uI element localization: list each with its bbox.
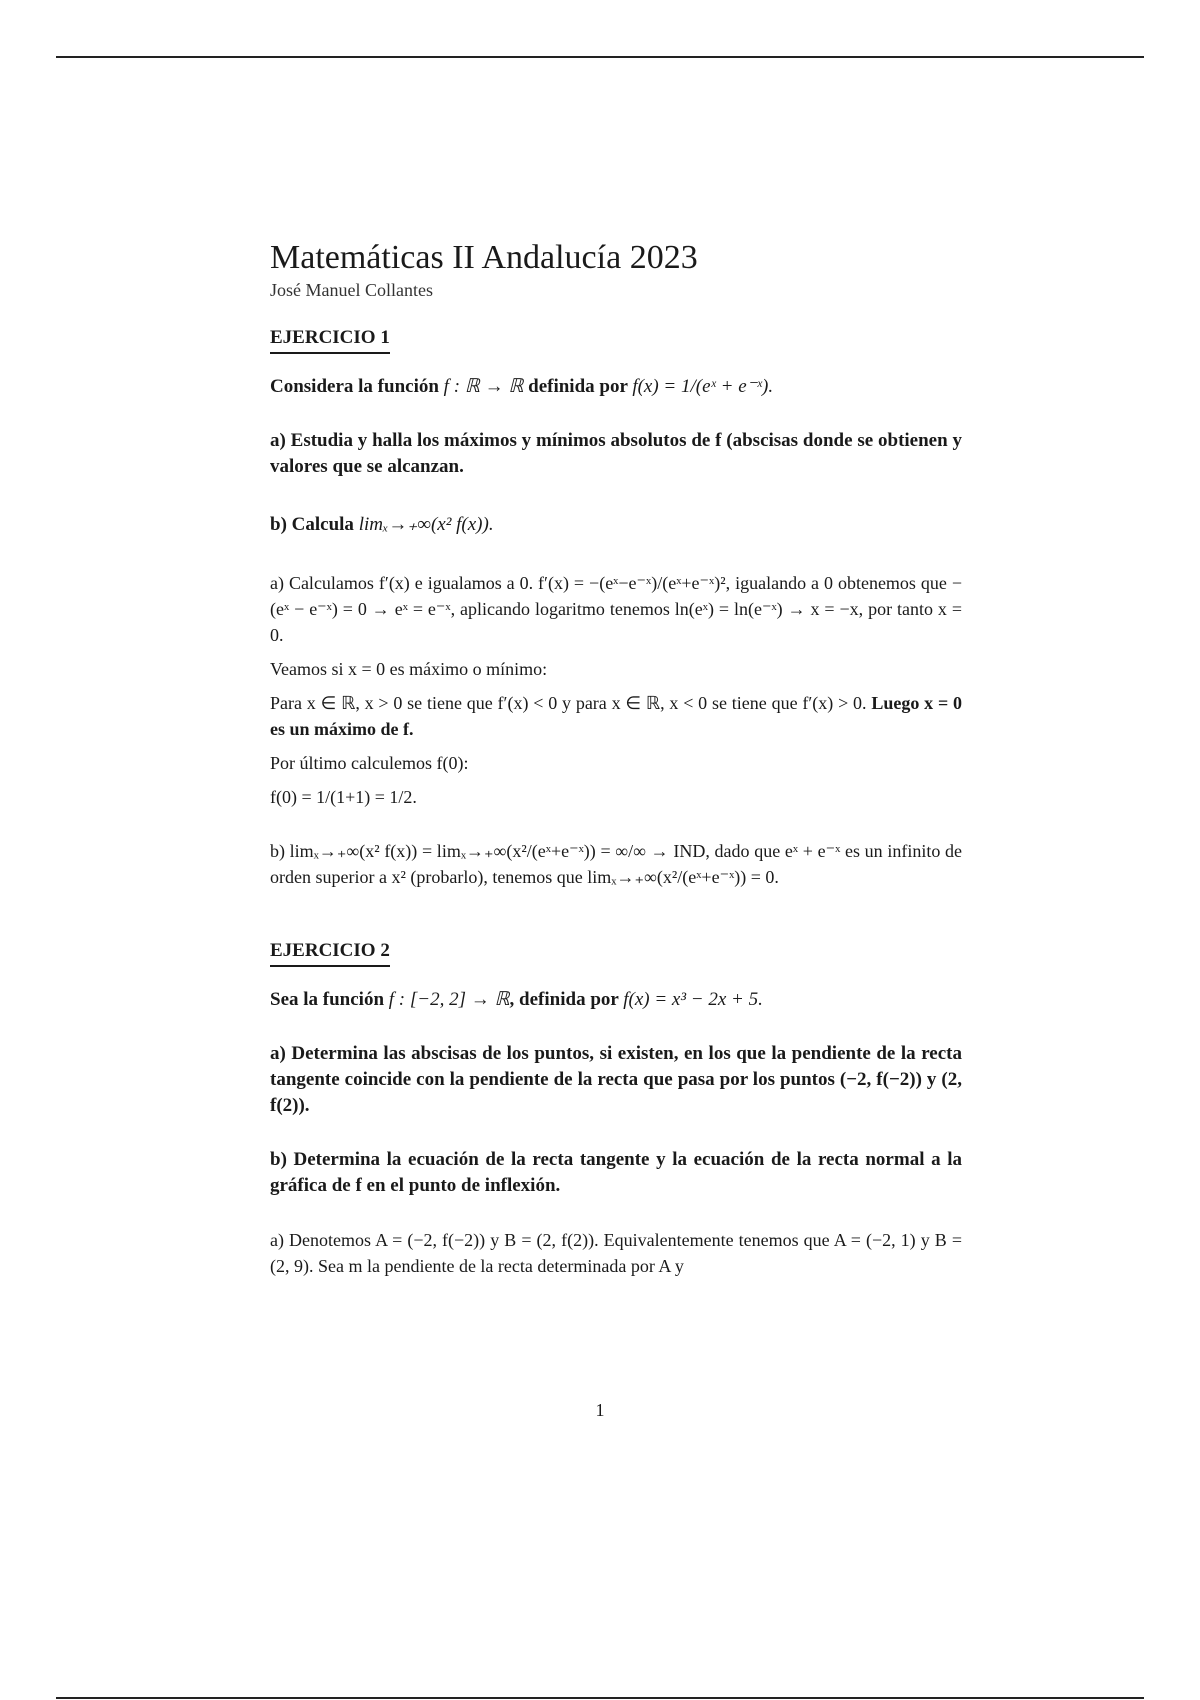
statement-text: definida por [523, 376, 633, 397]
document-title: Matemáticas II Andalucía 2023 [270, 239, 698, 276]
statement-math: f(x) = x³ − 2x + 5. [623, 989, 763, 1010]
bottom-rule [56, 1697, 1144, 1699]
ejercicio-1-solution-a-last: Por último calculemos f(0): [270, 753, 469, 773]
statement-text: , definida por [509, 989, 624, 1010]
document-page [270, 238, 962, 1279]
ejercicio-2-heading: EJERCICIO 2 [270, 940, 390, 967]
ejercicio-2-solution-a: a) Denotemos A = (−2, f(−2)) y B = (2, f(2)). Equivalentemente tenemos que A = (−2, 1) y B = (2, 9). Sea m la pendiente de la recta determinada por A y [270, 1230, 962, 1276]
ejercicio-1-statement [270, 374, 962, 400]
top-rule [56, 56, 1144, 58]
ejercicio-2-statement [270, 987, 962, 1013]
statement-math: f : [−2, 2] → ℝ [388, 989, 510, 1010]
analysis-text: Para x ∈ ℝ, x > 0 se tiene que f′(x) < 0 y para x ∈ ℝ, x < 0 se tiene que f′(x) > 0. [270, 693, 872, 713]
statement-text: Considera la función [270, 376, 444, 397]
statement-math: f(x) = 1/(eˣ + e⁻ˣ). [632, 376, 774, 397]
ejercicio-1-heading: EJERCICIO 1 [270, 327, 390, 354]
ejercicio-1-solution-a-question: Veamos si x = 0 es máximo o mínimo: [270, 659, 548, 679]
part-b-math: limₓ→₊∞(x² f(x)). [358, 514, 494, 535]
ejercicio-2-part-a: a) Determina las abscisas de los puntos, si existen, en los que la pendiente de la recta tangente coincide con la pendiente de la recta que pasa por los puntos (−2, f(−2)) y (2, f(2)). [270, 1043, 962, 1116]
document-author: José Manuel Collantes [270, 280, 433, 300]
ejercicio-1-solution-a-value: f(0) = 1/(1+1) = 1/2. [270, 787, 417, 807]
ejercicio-1-solution-a: a) Calculamos f′(x) e igualamos a 0. f′(x) = −(eˣ−e⁻ˣ)/(eˣ+e⁻ˣ)², igualando a 0 obtenemos que −(eˣ − e⁻ˣ) = 0 → eˣ = e⁻ˣ, aplicando logaritmo tenemos ln(eˣ) = ln(e⁻ˣ) → x = −x, por tanto x = 0. [270, 573, 962, 645]
ejercicio-1-part-b [270, 512, 962, 538]
page-number: 1 [595, 1400, 605, 1420]
ejercicio-1-part-a: a) Estudia y halla los máximos y mínimos absolutos de f (abscisas donde se obtienen y valores que se alcanzan. [270, 430, 962, 477]
ejercicio-1-solution-a-analysis [270, 690, 962, 742]
ejercicio-2-part-b: b) Determina la ecuación de la recta tangente y la ecuación de la recta normal a la gráfica de f en el punto de inflexión. [270, 1149, 962, 1196]
ejercicio-1-solution-b: b) limₓ→₊∞(x² f(x)) = limₓ→₊∞(x²/(eˣ+e⁻ˣ)) = ∞/∞ → IND, dado que eˣ + e⁻ˣ es un infinito de orden superior a x² (probarlo), tenemos que limₓ→₊∞(x²/(eˣ+e⁻ˣ)) = 0. [270, 841, 962, 887]
statement-math: f : ℝ → ℝ [443, 376, 524, 397]
analysis-conclusion: Luego x = 0 es un máximo de f. [270, 693, 963, 739]
statement-text: Sea la función [270, 989, 389, 1010]
part-b-text: b) Calcula [270, 514, 359, 535]
